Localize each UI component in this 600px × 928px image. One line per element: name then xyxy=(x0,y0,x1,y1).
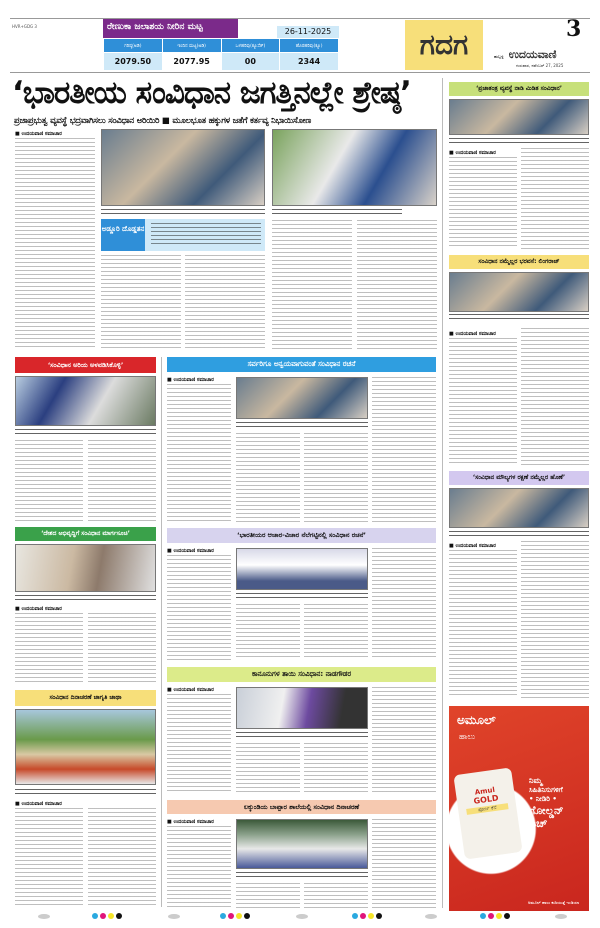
photo-caption xyxy=(101,209,265,216)
article-text xyxy=(449,550,517,698)
event-photo xyxy=(15,709,156,785)
article-text xyxy=(357,220,437,350)
photo-caption xyxy=(236,872,368,879)
photo-caption xyxy=(236,732,368,739)
headline-mid-1: ಸರ್ವರಿಗೂ ಅನ್ವಯವಾಗುವಂತೆ ಸಂವಿಧಾನ ರಚನೆ xyxy=(167,357,436,372)
info-box xyxy=(101,219,265,251)
amul-ad[interactable] xyxy=(449,706,589,911)
article-text xyxy=(88,808,156,908)
event-photo xyxy=(236,548,368,590)
headline-mid-4: ಲಕ್ಕುಂಡಿಯ ಬಾಪ್ಪಾರ ಶಾಲೆಯಲ್ಲಿ ಸಂವಿಧಾನ ದಿನಾಚರಣೆ xyxy=(167,800,436,814)
ad-tagline-5: ಟಚ್ xyxy=(529,817,548,831)
article-text xyxy=(449,338,517,466)
registration-mark xyxy=(425,914,437,919)
ad-tagline-1: ನಿಮ್ಮ xyxy=(529,776,543,785)
article-text xyxy=(167,555,231,660)
photo-caption xyxy=(449,314,589,321)
paper-title: ಉದಯವಾಣಿ xyxy=(508,48,557,61)
photo-caption xyxy=(15,789,156,796)
ad-product: ಹಾಲು xyxy=(459,732,476,741)
main-subhead: ಪ್ರಜಾಪ್ರಭುತ್ವ ವ್ಯವಸ್ಥೆ ಭದ್ರವಾಗಿಸಲು ಸಂವಿಧಾನ ಅರಿಯಿರಿ ■ ಮೂಲಭೂತ ಹಕ್ಕುಗಳ ಜತೆಗೆ ಕರ್ತವ್ಯ ನಿಭಾಯಿಸೋಣ xyxy=(14,115,311,125)
event-photo xyxy=(449,99,589,135)
value-max: 2079.50 xyxy=(104,53,163,71)
article-text xyxy=(372,819,436,908)
color-registration-mark xyxy=(352,913,382,919)
headline-mid-3: ಕಾನೂನುಗಳ ತಾಯಿ ಸಂವಿಧಾನ: ನಾಡಗೌಡರ xyxy=(167,667,436,682)
article-text xyxy=(15,440,83,522)
article-text xyxy=(167,826,231,908)
headline-mid-2: ‘ಭಾರತೀಯರ ಆಚಾರ-ವಿಚಾರ ನೆಲೆಗಟ್ಟಿನಲ್ಲಿ ಸಂವಿಧಾನ ರಚನೆ’ xyxy=(167,528,436,543)
article-text xyxy=(101,255,181,350)
event-photo xyxy=(449,488,589,528)
ad-tagline xyxy=(529,776,587,831)
milk-pack-image xyxy=(453,767,522,859)
byline: ■ ಉದಯವಾಣಿ ಸಮಾಚಾರ xyxy=(15,131,62,137)
byline: ■ ಉದಯವಾಣಿ ಸಮಾಚಾರ xyxy=(167,687,214,693)
article-text xyxy=(88,440,156,522)
info-box-label: ಅಡ್ಡೂರಿ ದೊಡ್ಡತನ xyxy=(101,219,145,251)
ad-tagline-2: ಸಿಹಿತಿನಿಸುಗಳಿಗೆ xyxy=(529,786,563,794)
event-photo xyxy=(15,544,156,592)
article-text xyxy=(304,433,368,522)
pack-brand: Amul xyxy=(474,785,496,797)
ad-tagline-3: • ನೀಡಿರಿ • xyxy=(529,794,557,803)
headline-left-1: ‘ಸಂವಿಧಾನ ಅರಿಯ ಅಳವಡಿಸಿಕೊಳ್ಳಿ’ xyxy=(15,357,156,373)
event-photo xyxy=(272,129,437,206)
page-number: 3 xyxy=(566,16,582,42)
article-text xyxy=(236,743,300,794)
header-outflow: ಹೊರಹರಿವು(ಕ್ಯೂ) xyxy=(280,39,339,53)
article-text xyxy=(272,220,352,350)
headline-right-2: ಸಂವಿಧಾನ ನಮ್ಮೆಲ್ಲರ ಭರವಸೆ: ಲಿಂಗರಾಜ್ xyxy=(449,255,589,269)
event-photo xyxy=(236,687,368,729)
article-text xyxy=(304,743,368,794)
event-photo xyxy=(236,377,368,419)
paper-name xyxy=(494,46,590,59)
paper-prefix: ಹುಬ್ಬಳ್ಳಿ xyxy=(494,54,504,59)
ad-tagline-4: ಗೋಲ್ಡನ್ xyxy=(529,803,564,817)
article-text xyxy=(372,548,436,660)
photo-caption xyxy=(272,209,402,216)
photo-caption xyxy=(236,422,368,429)
value-current: 2077.95 xyxy=(162,53,221,71)
article-text xyxy=(15,138,95,350)
event-photo xyxy=(449,272,589,312)
info-box-text xyxy=(151,223,261,246)
event-photo xyxy=(101,129,265,206)
color-registration-mark xyxy=(92,913,122,919)
header-inflow: ಒಳಹರಿವು(ಕ್ಯೂಸೆಕ್) xyxy=(221,39,280,53)
header-current: ಇಂದಿನ ಮಟ್ಟ(ಅಡಿ) xyxy=(162,39,221,53)
photo-caption xyxy=(15,595,156,602)
pack-name: GOLD xyxy=(472,793,500,806)
column-divider xyxy=(161,357,162,907)
article-text xyxy=(449,157,517,249)
photo-caption xyxy=(236,593,368,600)
value-inflow: 00 xyxy=(221,53,280,71)
registration-mark xyxy=(555,914,567,919)
article-text xyxy=(521,328,589,466)
header-max: ಗರಿಷ್ಠ(ಅಡಿ) xyxy=(104,39,163,53)
byline: ■ ಉದಯವಾಣಿ ಸಮಾಚಾರ xyxy=(449,150,496,156)
article-text xyxy=(304,604,368,660)
article-text xyxy=(15,808,83,908)
byline: ■ ಉದಯವಾಣಿ ಸಮಾಚಾರ xyxy=(449,543,496,549)
pack-sub: ಪೂರ್ಣ ಕೆನೆ xyxy=(466,803,508,815)
byline: ■ ಉದಯವಾಣಿ ಸಮಾಚಾರ xyxy=(167,819,214,825)
article-text xyxy=(236,433,300,522)
article-text xyxy=(521,148,589,249)
water-level-table xyxy=(103,19,339,71)
city-label: ಗದಗ xyxy=(405,20,483,70)
registration-mark xyxy=(38,914,50,919)
article-text xyxy=(167,384,231,522)
value-outflow: 2344 xyxy=(280,53,339,71)
water-level-title-text: ರೇಣುಕಾ ಜಲಾಶಯ ನೀರಿನ ಮಟ್ಟ xyxy=(107,22,203,32)
photo-caption xyxy=(15,429,156,436)
byline: ■ ಉದಯವಾಣಿ ಸಮಾಚಾರ xyxy=(15,801,62,807)
article-text xyxy=(372,687,436,794)
event-photo xyxy=(236,819,368,869)
byline: ■ ಉದಯವಾಣಿ ಸಮಾಚಾರ xyxy=(167,377,214,383)
byline: ■ ಉದಯವಾಣಿ ಸಮಾಚಾರ xyxy=(15,606,62,612)
masthead-rule xyxy=(10,72,590,73)
photo-caption xyxy=(449,531,589,538)
byline: ■ ಉದಯವಾಣಿ ಸಮಾಚಾರ xyxy=(167,548,214,554)
photo-caption xyxy=(449,138,589,145)
article-text xyxy=(236,604,300,660)
main-headline: ‘ಭಾರತೀಯ ಸಂವಿಧಾನ ಜಗತ್ತಿನಲ್ಲೇ ಶ್ರೇಷ್ಠ’ xyxy=(12,75,411,111)
color-registration-mark xyxy=(220,913,250,919)
event-photo xyxy=(15,376,156,426)
byline: ■ ಉದಯವಾಣಿ ಸಮಾಚಾರ xyxy=(449,331,496,337)
article-text xyxy=(372,377,436,522)
water-level-title xyxy=(103,19,238,38)
article-text xyxy=(167,694,231,794)
headline-left-2: ‘ದೇಶದ ಅಭಿವೃದ್ಧಿಗೆ ಸಂವಿಧಾನ ಮಾರ್ಗಸೂಚಿ’ xyxy=(15,527,156,541)
water-level-date: 26-11-2025 xyxy=(277,26,339,38)
column-divider xyxy=(442,78,443,908)
article-text xyxy=(236,883,300,908)
article-text xyxy=(521,541,589,698)
headline-left-3: ಸಂವಿಧಾನ ದಿನಾಚರಣೆ ಜಾಗೃತಿ ಜಾಥಾ xyxy=(15,690,156,706)
article-text xyxy=(185,255,265,350)
color-registration-mark xyxy=(480,913,510,919)
registration-mark xyxy=(296,914,308,919)
headline-right-3: ‘ಸಂವಿಧಾನ ಮೌಲ್ಯಗಳ ರಕ್ಷಣೆ ನಮ್ಮೆಲ್ಲರ ಹೊಣೆ’ xyxy=(449,471,589,485)
ad-brand: ಅಮೂಲ್ xyxy=(457,713,496,727)
article-text xyxy=(88,613,156,685)
registration-mark xyxy=(168,914,180,919)
issue-date: ಗುರುವಾರ, ನವೆಂಬರ್ 27, 2025 xyxy=(516,63,564,68)
article-text xyxy=(15,613,83,685)
page-code: HVR+GDG 3 xyxy=(12,24,37,29)
article-text xyxy=(304,883,368,908)
headline-right-1: ‘ಪ್ರಜಾತಂತ್ರ ವ್ಯವಸ್ಥೆ ನಾಡಿ ಮಿಡಿತ ಸಂವಿಧಾನ’ xyxy=(449,82,589,96)
ad-footer: ಅಮೂಲ್ ಹಾಲು ಕುಡಿಯುತ್ತೆ ಇಂಡಿಯಾ xyxy=(527,900,579,905)
